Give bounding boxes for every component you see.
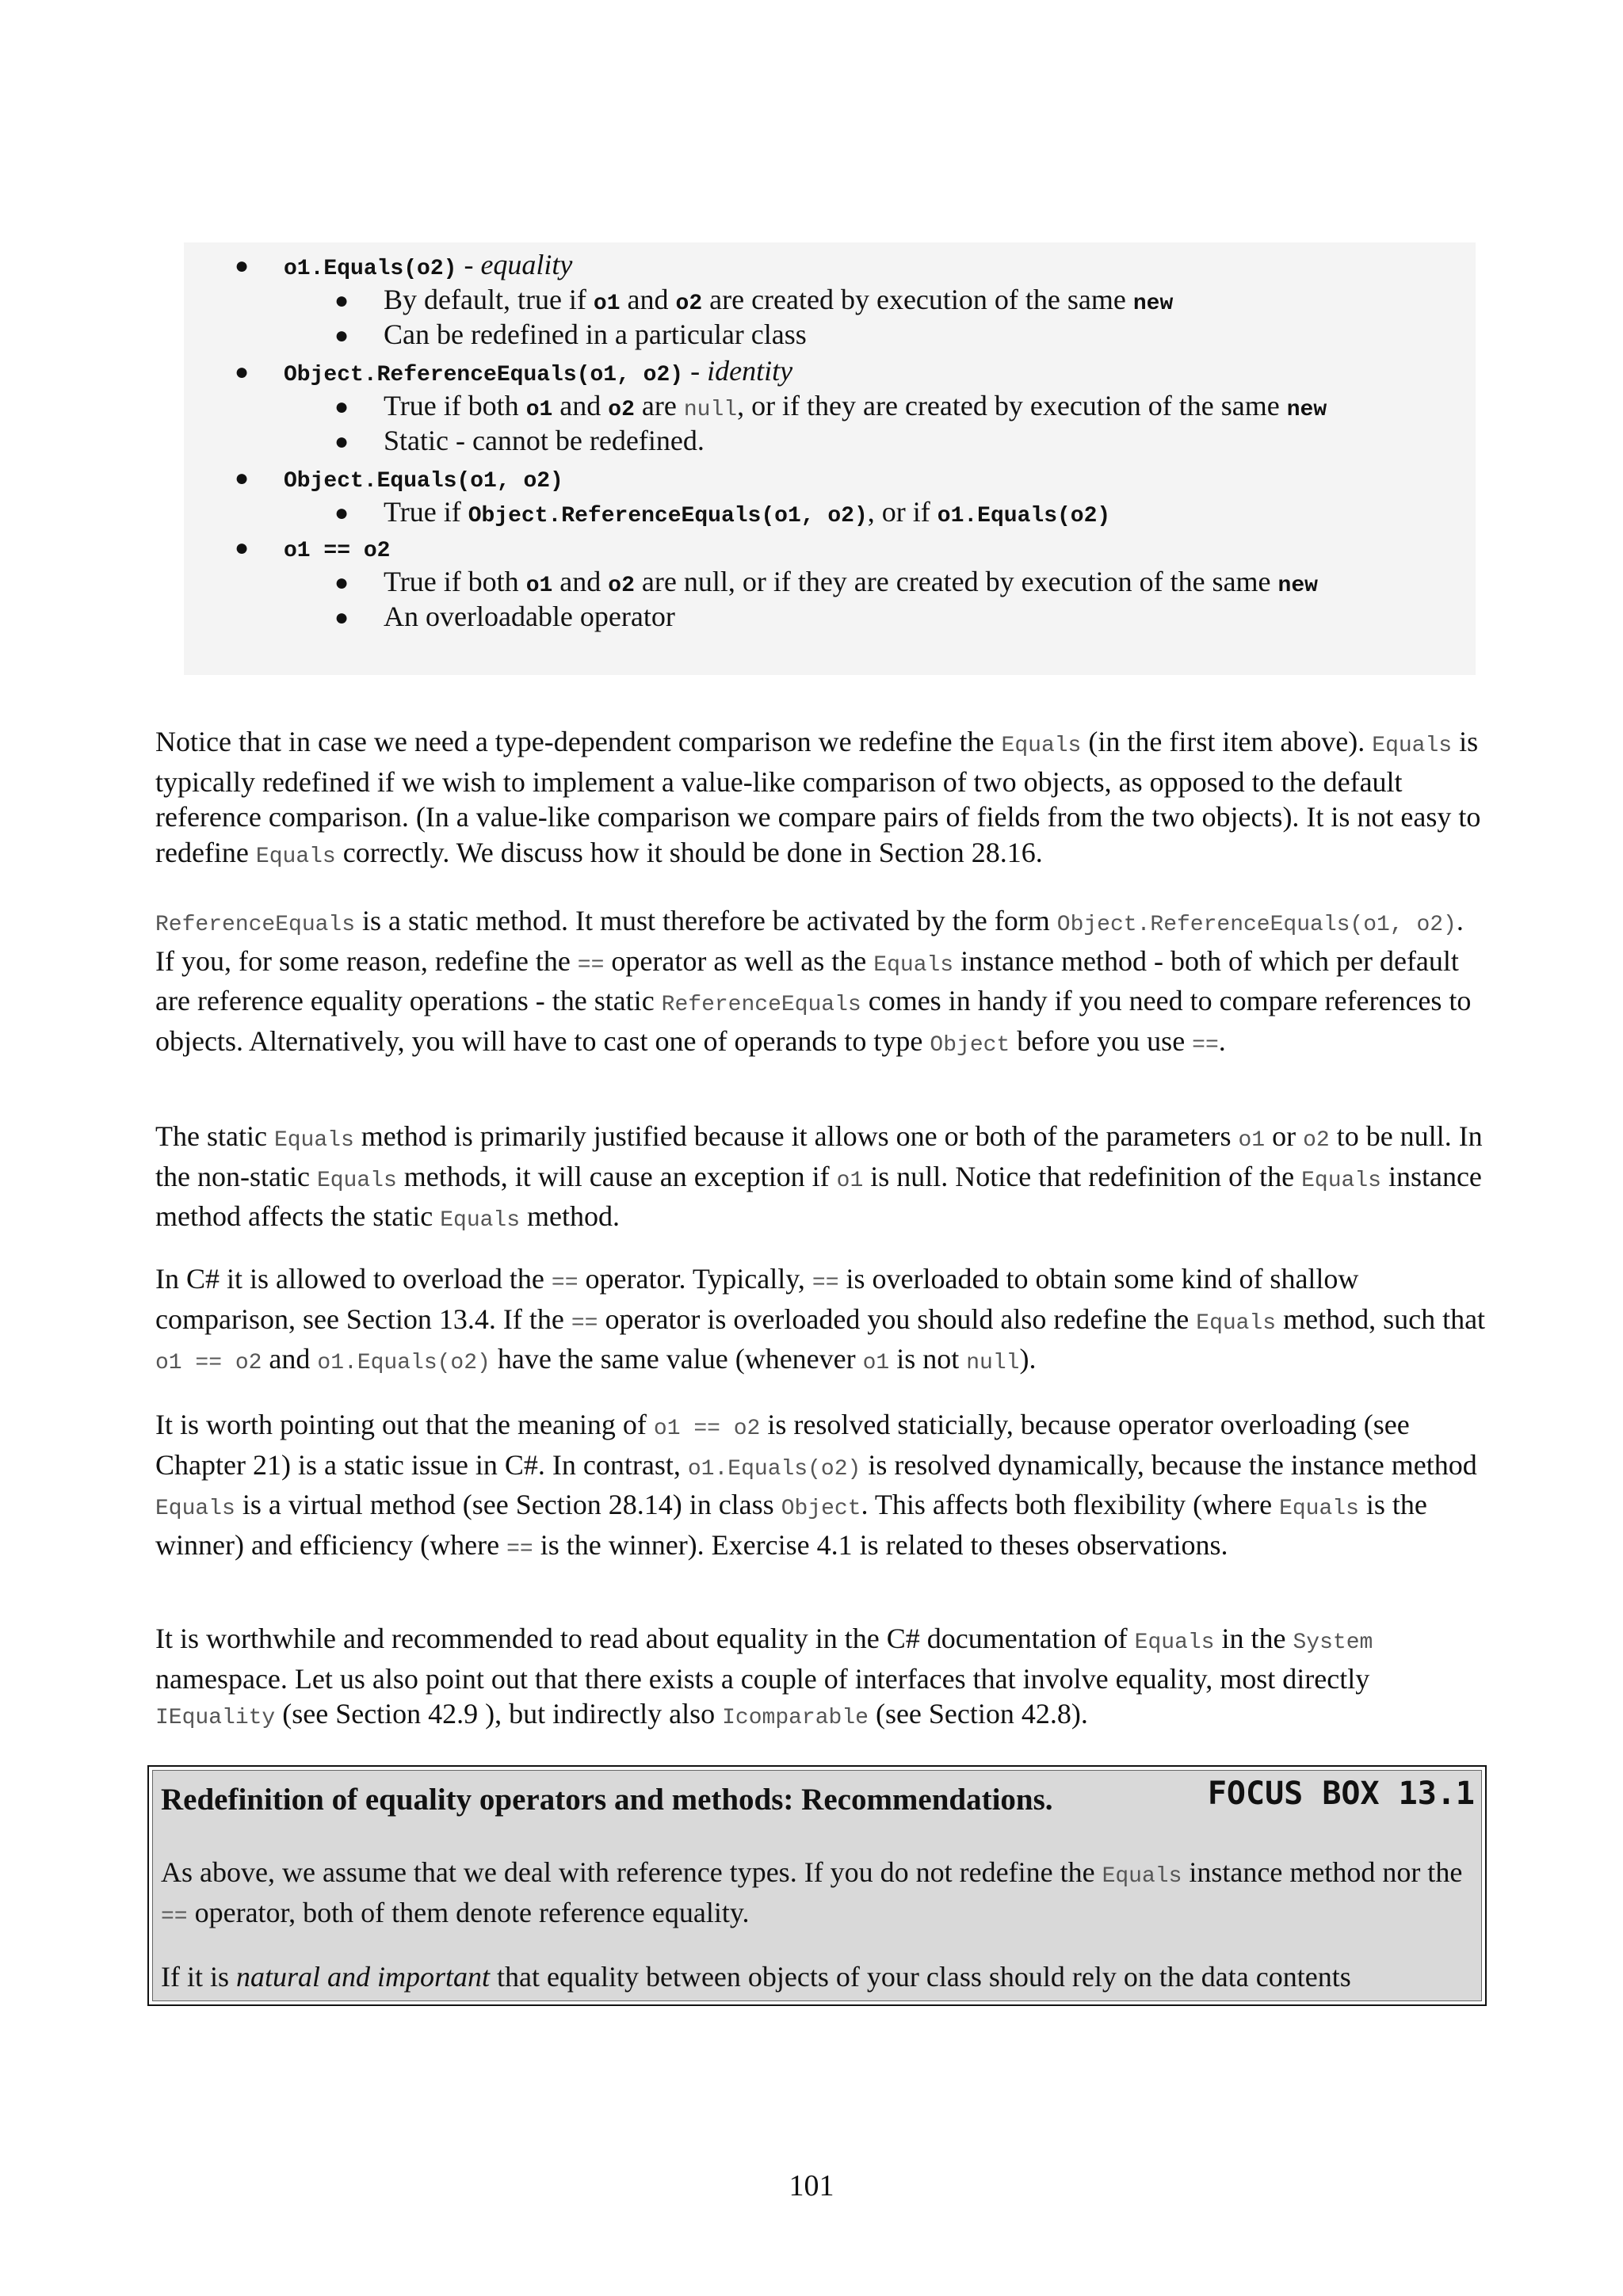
paragraph-2: ReferenceEquals is a static method. It must therefore be activated by the form Object.ReferenceEquals(o1, o2). If you, for some reason, redefine the == operator as well as the Equals instance method - both of which per default are reference equality operations - the static ReferenceEquals comes in handy if you need to compare references to objects. Alternatively, you will have to cast one of operands to type Object before you use ==. — [155, 905, 1472, 1058]
summary-item-operator: o1 == o2 — [284, 539, 391, 563]
bullet: ● — [235, 359, 250, 385]
summary-subitem: An overloadable operator — [384, 601, 675, 632]
summary-item-equals: o1.Equals(o2) - equality — [284, 249, 573, 281]
summary-subitem: Can be redefined in a particular class — [384, 318, 807, 350]
summary-subitem: By default, true if o1 and o2 are created by execution of the same new — [384, 284, 1174, 316]
bullet: ● — [334, 288, 349, 314]
paragraph-1: Notice that in case we need a type-dependent comparison we redefine the Equals (in the first item above). Equals is typically redefined if we wish to implement a value-like comparison of two objects, as opposed to the default reference comparison. (In a value-like comparison we compare pairs of fields from the two objects). It is not easy to redefine Equals correctly. We discuss how it should be done in Section 28.16. — [155, 726, 1481, 869]
bullet: ● — [334, 394, 349, 420]
summary-subitem: Static - cannot be redefined. — [384, 425, 705, 456]
bullet: ● — [235, 465, 250, 491]
bullet: ● — [334, 429, 349, 455]
summary-item-reference-equals: Object.ReferenceEquals(o1, o2) - identity — [284, 355, 793, 387]
summary-subitem: True if both o1 and o2 are null, or if they are created by execution of the same new — [384, 566, 1318, 598]
summary-subitem: True if both o1 and o2 are null, or if they are created by execution of the same new — [384, 390, 1327, 422]
focus-paragraph-2: If it is natural and important that equality between objects of your class should rely on the data contents — [161, 1961, 1351, 1993]
paragraph-4: In C# it is allowed to overload the == operator. Typically, == is overloaded to obtain some kind of shallow comparison, see Section 13.4. If the == operator is overloaded you should also redefine the Equals method, such that o1 == o2 and o1.Equals(o2) have the same value (whenever o1 is not null). — [155, 1263, 1486, 1375]
bullet: ● — [334, 500, 349, 526]
bullet: ● — [334, 322, 349, 349]
focus-box-title: Redefinition of equality operators and methods: Recommendations. — [161, 1783, 1053, 1817]
paragraph-3: The static Equals method is primarily justified because it allows one or both of the parameters o1 or o2 to be null. In the non-static Equals methods, it will cause an exception if o1 is null. Notice that redefinition of the Equals instance method affects the static Equals method. — [155, 1120, 1483, 1233]
paragraph-6: It is worthwhile and recommended to read about equality in the C# documentation of Equals in the System namespace. Let us also point out that there exists a couple of interfaces that involve equality, most directly IEquality (see Section 42.9 ), but indirectly also Icomparable (see Section 42.8). — [155, 1623, 1373, 1730]
focus-box-label: FOCUS BOX 13.1 — [1207, 1775, 1475, 1812]
focus-box — [147, 1765, 1487, 2006]
bullet: ● — [334, 570, 349, 596]
focus-box-inner — [152, 1770, 1482, 2001]
paragraph-5: It is worth pointing out that the meaning of o1 == o2 is resolved staticially, because operator overloading (see Chapter 21) is a static issue in C#. In contrast, o1.Equals(o2) is resolved dynamically, because the instance method Equals is a virtual method (see Section 28.14) in class Object. This affects both flexibility (where Equals is the winner) and efficiency (where == is the winner). Exercise 4.1 is related to theses observations. — [155, 1409, 1477, 1562]
bullet: ● — [334, 605, 349, 631]
bullet: ● — [235, 535, 250, 561]
summary-subitem: True if Object.ReferenceEquals(o1, o2), or if o1.Equals(o2) — [384, 496, 1111, 528]
page-number: 101 — [789, 2169, 834, 2203]
summary-item-static-equals: Object.Equals(o1, o2) — [284, 469, 563, 494]
focus-paragraph-1: As above, we assume that we deal with reference types. If you do not redefine the Equals instance method nor the == operator, both of them denote reference equality. — [161, 1856, 1463, 1929]
bullet: ● — [235, 253, 250, 279]
